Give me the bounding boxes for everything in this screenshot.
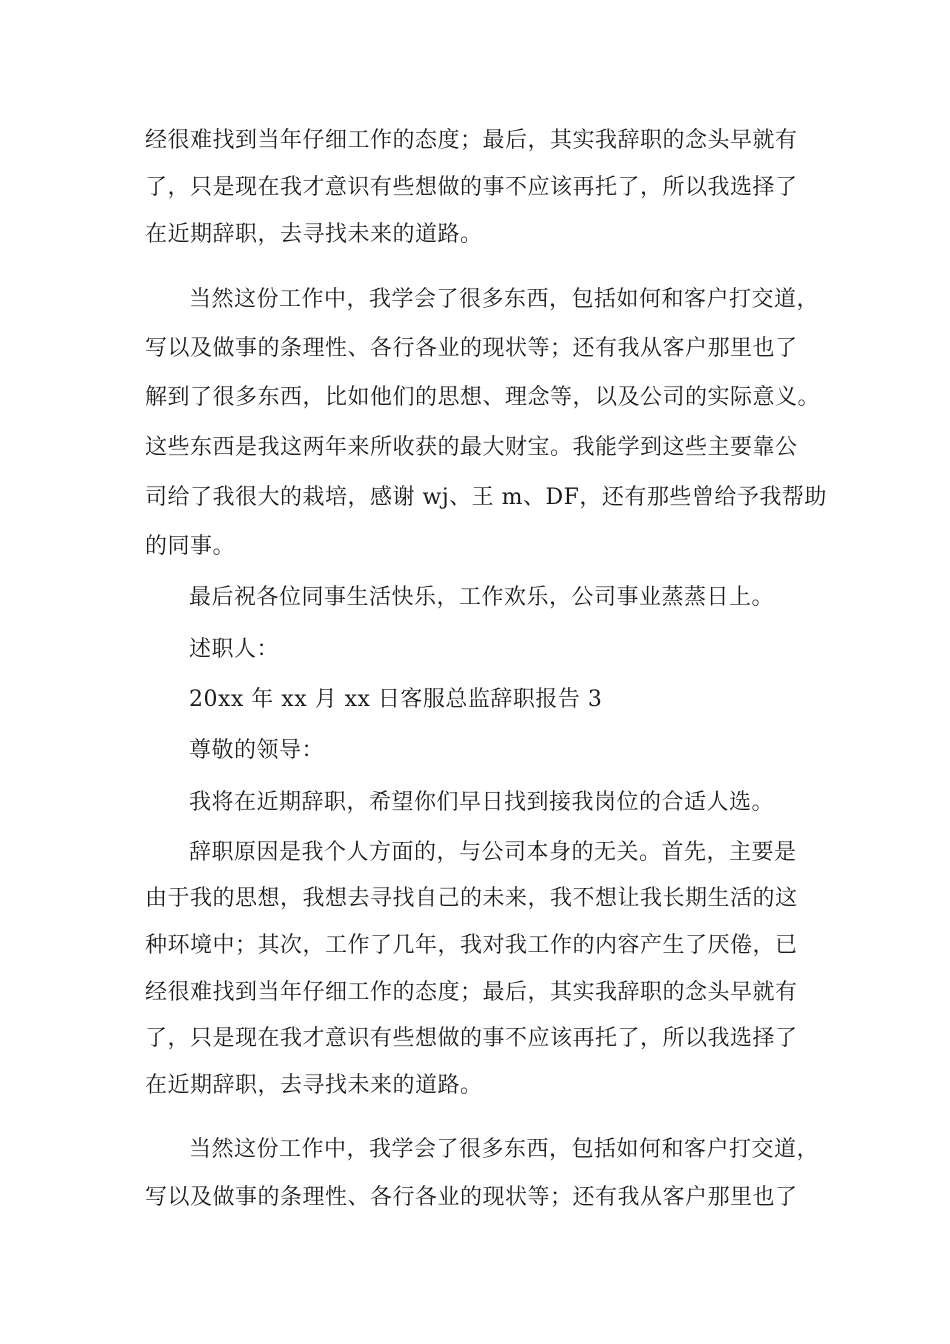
- closing-wish-line: 最后祝各位同事生活快乐，工作欢乐，公司事业蒸蒸日上。: [189, 585, 775, 610]
- paragraph-start-line: 当然这份工作中，我学会了很多东西，包括如何和客户打交道，: [189, 1137, 820, 1162]
- text-line: 在近期辞职，去寻找未来的道路。: [145, 1073, 483, 1098]
- text-line: 写以及做事的条理性、各行各业的现状等；还有我从客户那里也了: [145, 336, 798, 361]
- text-line: 经很难找到当年仔细工作的态度；最后，其实我辞职的念头早就有: [145, 980, 798, 1005]
- text-line: 在近期辞职，去寻找未来的道路。: [145, 222, 483, 247]
- text-line: 经很难找到当年仔细工作的态度；最后，其实我辞职的念头早就有: [145, 128, 798, 153]
- text-line: 由于我的思想，我想去寻找自己的未来，我不想让我长期生活的这: [145, 886, 798, 911]
- signature-label: 述职人：: [189, 637, 280, 662]
- paragraph-start-line: 我将在近期辞职，希望你们早日找到接我岗位的合适人选。: [189, 790, 775, 815]
- text-line: 了，只是现在我才意识有些想做的事不应该再托了，所以我选择了: [145, 175, 798, 200]
- text-line: 种环境中；其次，工作了几年，我对我工作的内容产生了厌倦，已: [145, 933, 798, 958]
- paragraph-start-line: 当然这份工作中，我学会了很多东西，包括如何和客户打交道，: [189, 287, 820, 312]
- paragraph-start-line: 辞职原因是我个人方面的，与公司本身的无关。首先，主要是: [189, 840, 797, 865]
- salutation: 尊敬的领导：: [189, 738, 325, 763]
- section-title: 20xx 年 xx 月 xx 日客服总监辞职报告 3: [189, 687, 603, 712]
- text-line: 了，只是现在我才意识有些想做的事不应该再托了，所以我选择了: [145, 1026, 798, 1051]
- text-line: 写以及做事的条理性、各行各业的现状等；还有我从客户那里也了: [145, 1185, 798, 1210]
- text-line: 的同事。: [145, 534, 236, 559]
- text-line: 司给了我很大的栽培，感谢 wj、王 m、DF，还有那些曾给予我帮助: [145, 485, 827, 510]
- text-line: 解到了很多东西，比如他们的思想、理念等，以及公司的实际意义。: [145, 385, 821, 410]
- text-line: 这些东西是我这两年来所收获的最大财宝。我能学到这些主要靠公: [145, 435, 798, 460]
